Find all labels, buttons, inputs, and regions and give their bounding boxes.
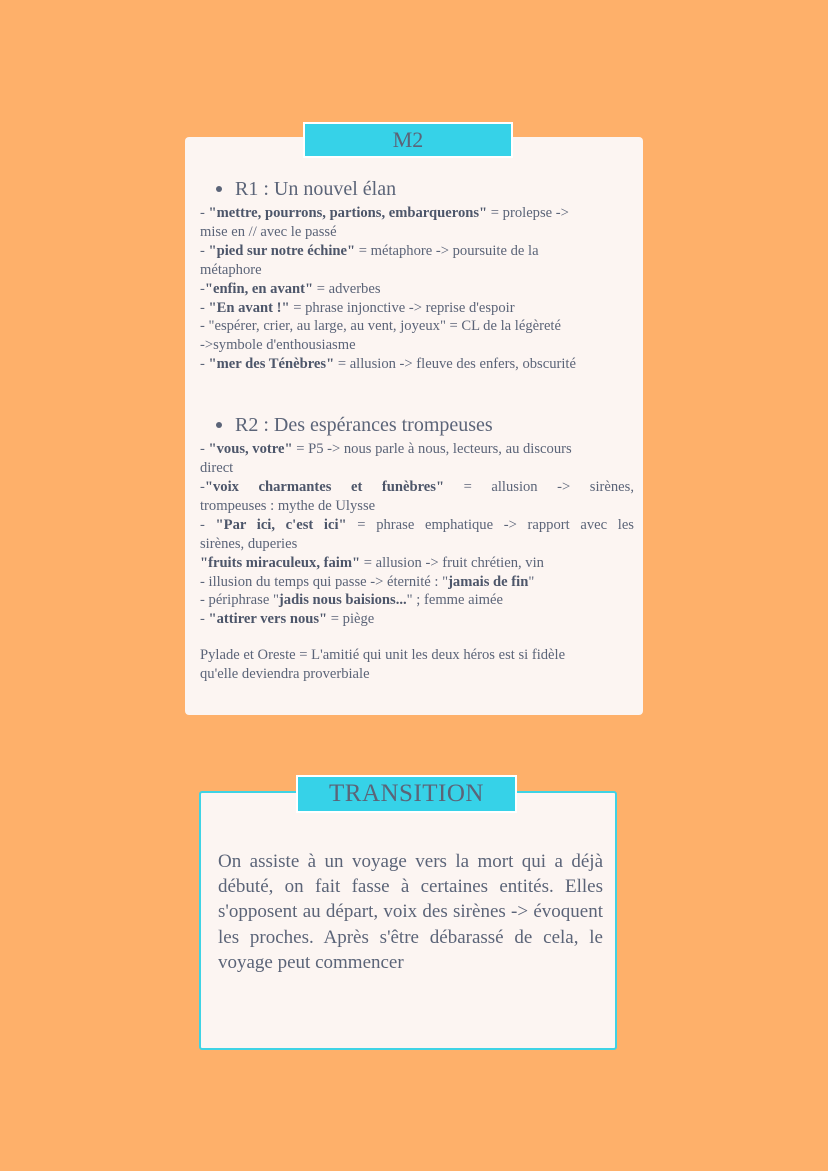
note-text: = adverbes [313, 280, 381, 297]
pylade-note [200, 646, 634, 684]
bold-quote: "attirer vers nous" [208, 611, 328, 628]
bold-quote: "Par ici, c'est ici" [215, 516, 347, 533]
transition-content [218, 849, 603, 975]
note-text: " ; femme aimée [406, 592, 503, 609]
note-text: - [200, 242, 209, 259]
note-text: = phrase injonctive -> reprise d'espoir [289, 299, 515, 316]
note-text: - [200, 441, 209, 458]
note-line [200, 610, 634, 629]
note-text: - [200, 516, 216, 533]
bold-quote: "mer des Ténèbres" [208, 356, 335, 373]
note-line [200, 459, 634, 478]
note-text: - [200, 356, 209, 373]
m2-content [200, 176, 634, 684]
note-text: - [200, 611, 209, 628]
note-text: métaphore [200, 261, 262, 278]
bullet-icon [216, 186, 222, 192]
note-text: = piège [327, 611, 375, 628]
bold-quote: "enfin, en avant" [204, 280, 314, 297]
bullet-icon [216, 422, 222, 428]
note-text: = allusion -> fleuve des enfers, obscurité [334, 356, 576, 373]
note-text: - [200, 299, 209, 316]
bold-quote: "fruits miraculeux, faim" [200, 554, 361, 571]
note-text: - [200, 318, 209, 335]
pylade-line: qu'elle deviendra proverbiale [200, 666, 370, 683]
note-line [200, 516, 634, 535]
note-line [200, 204, 634, 223]
r2-lines [200, 440, 634, 629]
bold-quote: "mettre, pourrons, partions, embarquerons" [208, 205, 488, 221]
note-text: - [200, 592, 209, 609]
note-text: - [200, 280, 205, 297]
note-text: sirènes, duperies [200, 535, 298, 552]
bold-quote: "voix charmantes et funèbres" [204, 478, 445, 495]
note-line [200, 573, 634, 592]
note-text: direct [200, 460, 234, 477]
note-line [200, 535, 634, 554]
r1-lines [200, 204, 634, 374]
bold-quote: "pied sur notre échine" [208, 242, 356, 259]
note-text: = P5 -> nous parle à nous, lecteurs, au discours [292, 441, 572, 458]
note-text: "espérer, crier, au large, au vent, joyeux" = CL de la légèreté [208, 318, 561, 335]
note-text: ->symbole d'enthousiasme [200, 337, 356, 354]
note-text: " [528, 573, 535, 590]
pylade-line: Pylade et Oreste = L'amitié qui unit les deux héros est si fidèle [200, 647, 566, 664]
note-text: = métaphore -> poursuite de la [355, 242, 539, 259]
transition-text: On assiste à un voyage vers la mort qui a déjà débuté, on fait fasse à certaines entités. Elles s'opposent au départ, voix des sirènes -> évoquent les proches. Après s'être débarassé de cela, le voyage peut commencer [218, 851, 603, 973]
note-line [200, 554, 634, 573]
note-text: périphrase " [208, 592, 279, 609]
bold-quote: jamais de fin [448, 573, 529, 590]
transition-title-tag: TRANSITION [296, 775, 517, 813]
note-text: mise en // avec le passé [200, 223, 337, 240]
note-line [200, 440, 634, 459]
bold-quote: jadis nous baisions... [278, 592, 407, 609]
r2-heading: R2 : Des espérances trompeuses [216, 412, 634, 438]
note-text: - [200, 205, 209, 221]
note-line [200, 478, 634, 497]
note-line [200, 336, 634, 355]
note-text: = allusion -> fruit chrétien, vin [360, 554, 544, 571]
note-line [200, 355, 634, 374]
note-text: - [200, 478, 205, 495]
bold-quote: "En avant !" [208, 299, 290, 316]
note-line [200, 317, 634, 336]
note-text: illusion du temps qui passe -> éternité : " [208, 573, 449, 590]
note-text: - [200, 573, 209, 590]
note-line [200, 223, 634, 242]
note-line [200, 261, 634, 280]
r1-heading: R1 : Un nouvel élan [216, 176, 634, 202]
note-line [200, 591, 634, 610]
note-line [200, 242, 634, 261]
note-text: = allusion -> sirènes, [444, 478, 634, 495]
note-line [200, 280, 634, 299]
bold-quote: "vous, votre" [208, 441, 293, 458]
note-line [200, 497, 634, 516]
note-text: = phrase emphatique -> rapport avec les [346, 516, 634, 533]
note-text: = prolepse -> [487, 205, 569, 221]
note-line [200, 299, 634, 318]
m2-title-tag: M2 [303, 122, 513, 158]
note-text: trompeuses : mythe de Ulysse [200, 497, 376, 514]
